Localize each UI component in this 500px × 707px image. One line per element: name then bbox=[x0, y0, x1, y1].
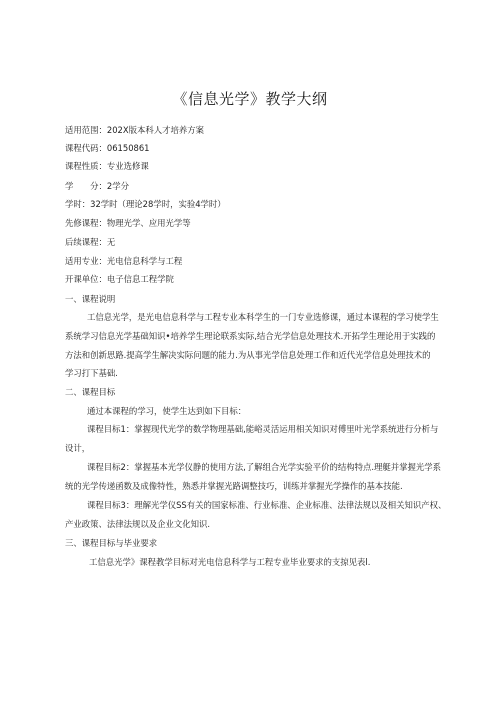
meta-code-value: 06150861 bbox=[106, 143, 150, 153]
meta-major-key: 适用专业： bbox=[65, 256, 107, 266]
meta-scope bbox=[65, 124, 204, 136]
meta-scope-key: 适用范围： bbox=[65, 125, 107, 135]
goal-2-line-2: 统的光学传递函数及成像特性，熟悉并掌握光路调整技巧，训练并掌握光学操作的基本技能. bbox=[65, 481, 403, 491]
meta-credits-key: 学 分： bbox=[65, 181, 107, 191]
meta-hours-key: 学时： bbox=[65, 199, 91, 209]
section-3-title: 三、课程目标与毕业要求 bbox=[65, 538, 158, 548]
meta-prereq-value: 物理光学、应用光学等 bbox=[106, 218, 191, 228]
meta-dept-value: 电子信息工程学院 bbox=[106, 274, 174, 284]
meta-hours bbox=[65, 198, 226, 210]
meta-major bbox=[65, 255, 182, 267]
meta-nature-value: 专业选修课 bbox=[106, 161, 149, 171]
section-1-line-4: 学习打下基础. bbox=[65, 368, 118, 378]
meta-followup-key: 后续课程： bbox=[65, 237, 107, 247]
goal-1-line-1: 课程目标1：掌握现代光学的数学物理基础,能峪灵活运用相关知识对傅里叶光学系统进行分析与 bbox=[87, 424, 439, 434]
meta-credits-value: 2学分 bbox=[106, 181, 129, 191]
meta-prereq bbox=[65, 217, 191, 229]
goal-3-line-2: 产业政策、法律法规以及企业文化知识. bbox=[65, 519, 211, 529]
section-2-title: 二、课程目标 bbox=[65, 387, 116, 397]
section-1-line-2: 系统学习信息光学基础知识•培养学生理论联系实际,结合光学信息处理技术.开拓学生理论用于实践的 bbox=[65, 331, 436, 341]
meta-prereq-key: 先修课程： bbox=[65, 218, 107, 228]
meta-nature bbox=[65, 160, 149, 172]
meta-code bbox=[65, 142, 150, 154]
meta-scope-value: 202X版本科人才培养方案 bbox=[106, 125, 204, 135]
section-1-line-3: 方法和创新思路.提高学生解决实际问题的能力.为从事光学信息处理工作和近代光学信息处理技术的 bbox=[65, 350, 431, 360]
meta-dept-key: 开课单位： bbox=[65, 274, 107, 284]
section-1-line-1: 工信息光学，是光电信息科学与工程专业本科学生的一门专业选修课，通过本课程的学习使学生 bbox=[87, 312, 439, 322]
meta-code-key: 课程代码： bbox=[65, 143, 107, 153]
document-title: 《信息光学》教学大纲 bbox=[172, 90, 328, 108]
goal-2-line-1: 课程目标2：掌握基本光学仪静的使用方法,了解组合光学实验平价的结构特点.理艇并掌握光学系 bbox=[87, 462, 442, 472]
section-2-intro: 通过本课程的学习，使学生达到如下目标： bbox=[87, 406, 247, 416]
goal-3-line-1: 课程目标3：理解光学仪SS有关的国家标准、行业标准、企业标准、法律法规以及相关知识产权、 bbox=[87, 500, 447, 510]
meta-credits bbox=[65, 180, 129, 192]
section-1-title: 一、课程说明 bbox=[65, 294, 116, 304]
meta-nature-key: 课程性质： bbox=[65, 161, 107, 171]
meta-followup bbox=[65, 236, 115, 248]
goal-1-line-2: 设计， bbox=[65, 443, 91, 453]
meta-dept bbox=[65, 273, 174, 285]
section-3-body: 工信息光学》课程教学目标对光电信息科学与工程专业毕业要求的支掠见表l. bbox=[89, 557, 371, 567]
meta-major-value: 光电信息科学与工程 bbox=[106, 256, 183, 266]
meta-hours-value: 32学时（理论28学时，实验4学时） bbox=[90, 199, 226, 209]
meta-followup-value: 无 bbox=[106, 237, 116, 247]
